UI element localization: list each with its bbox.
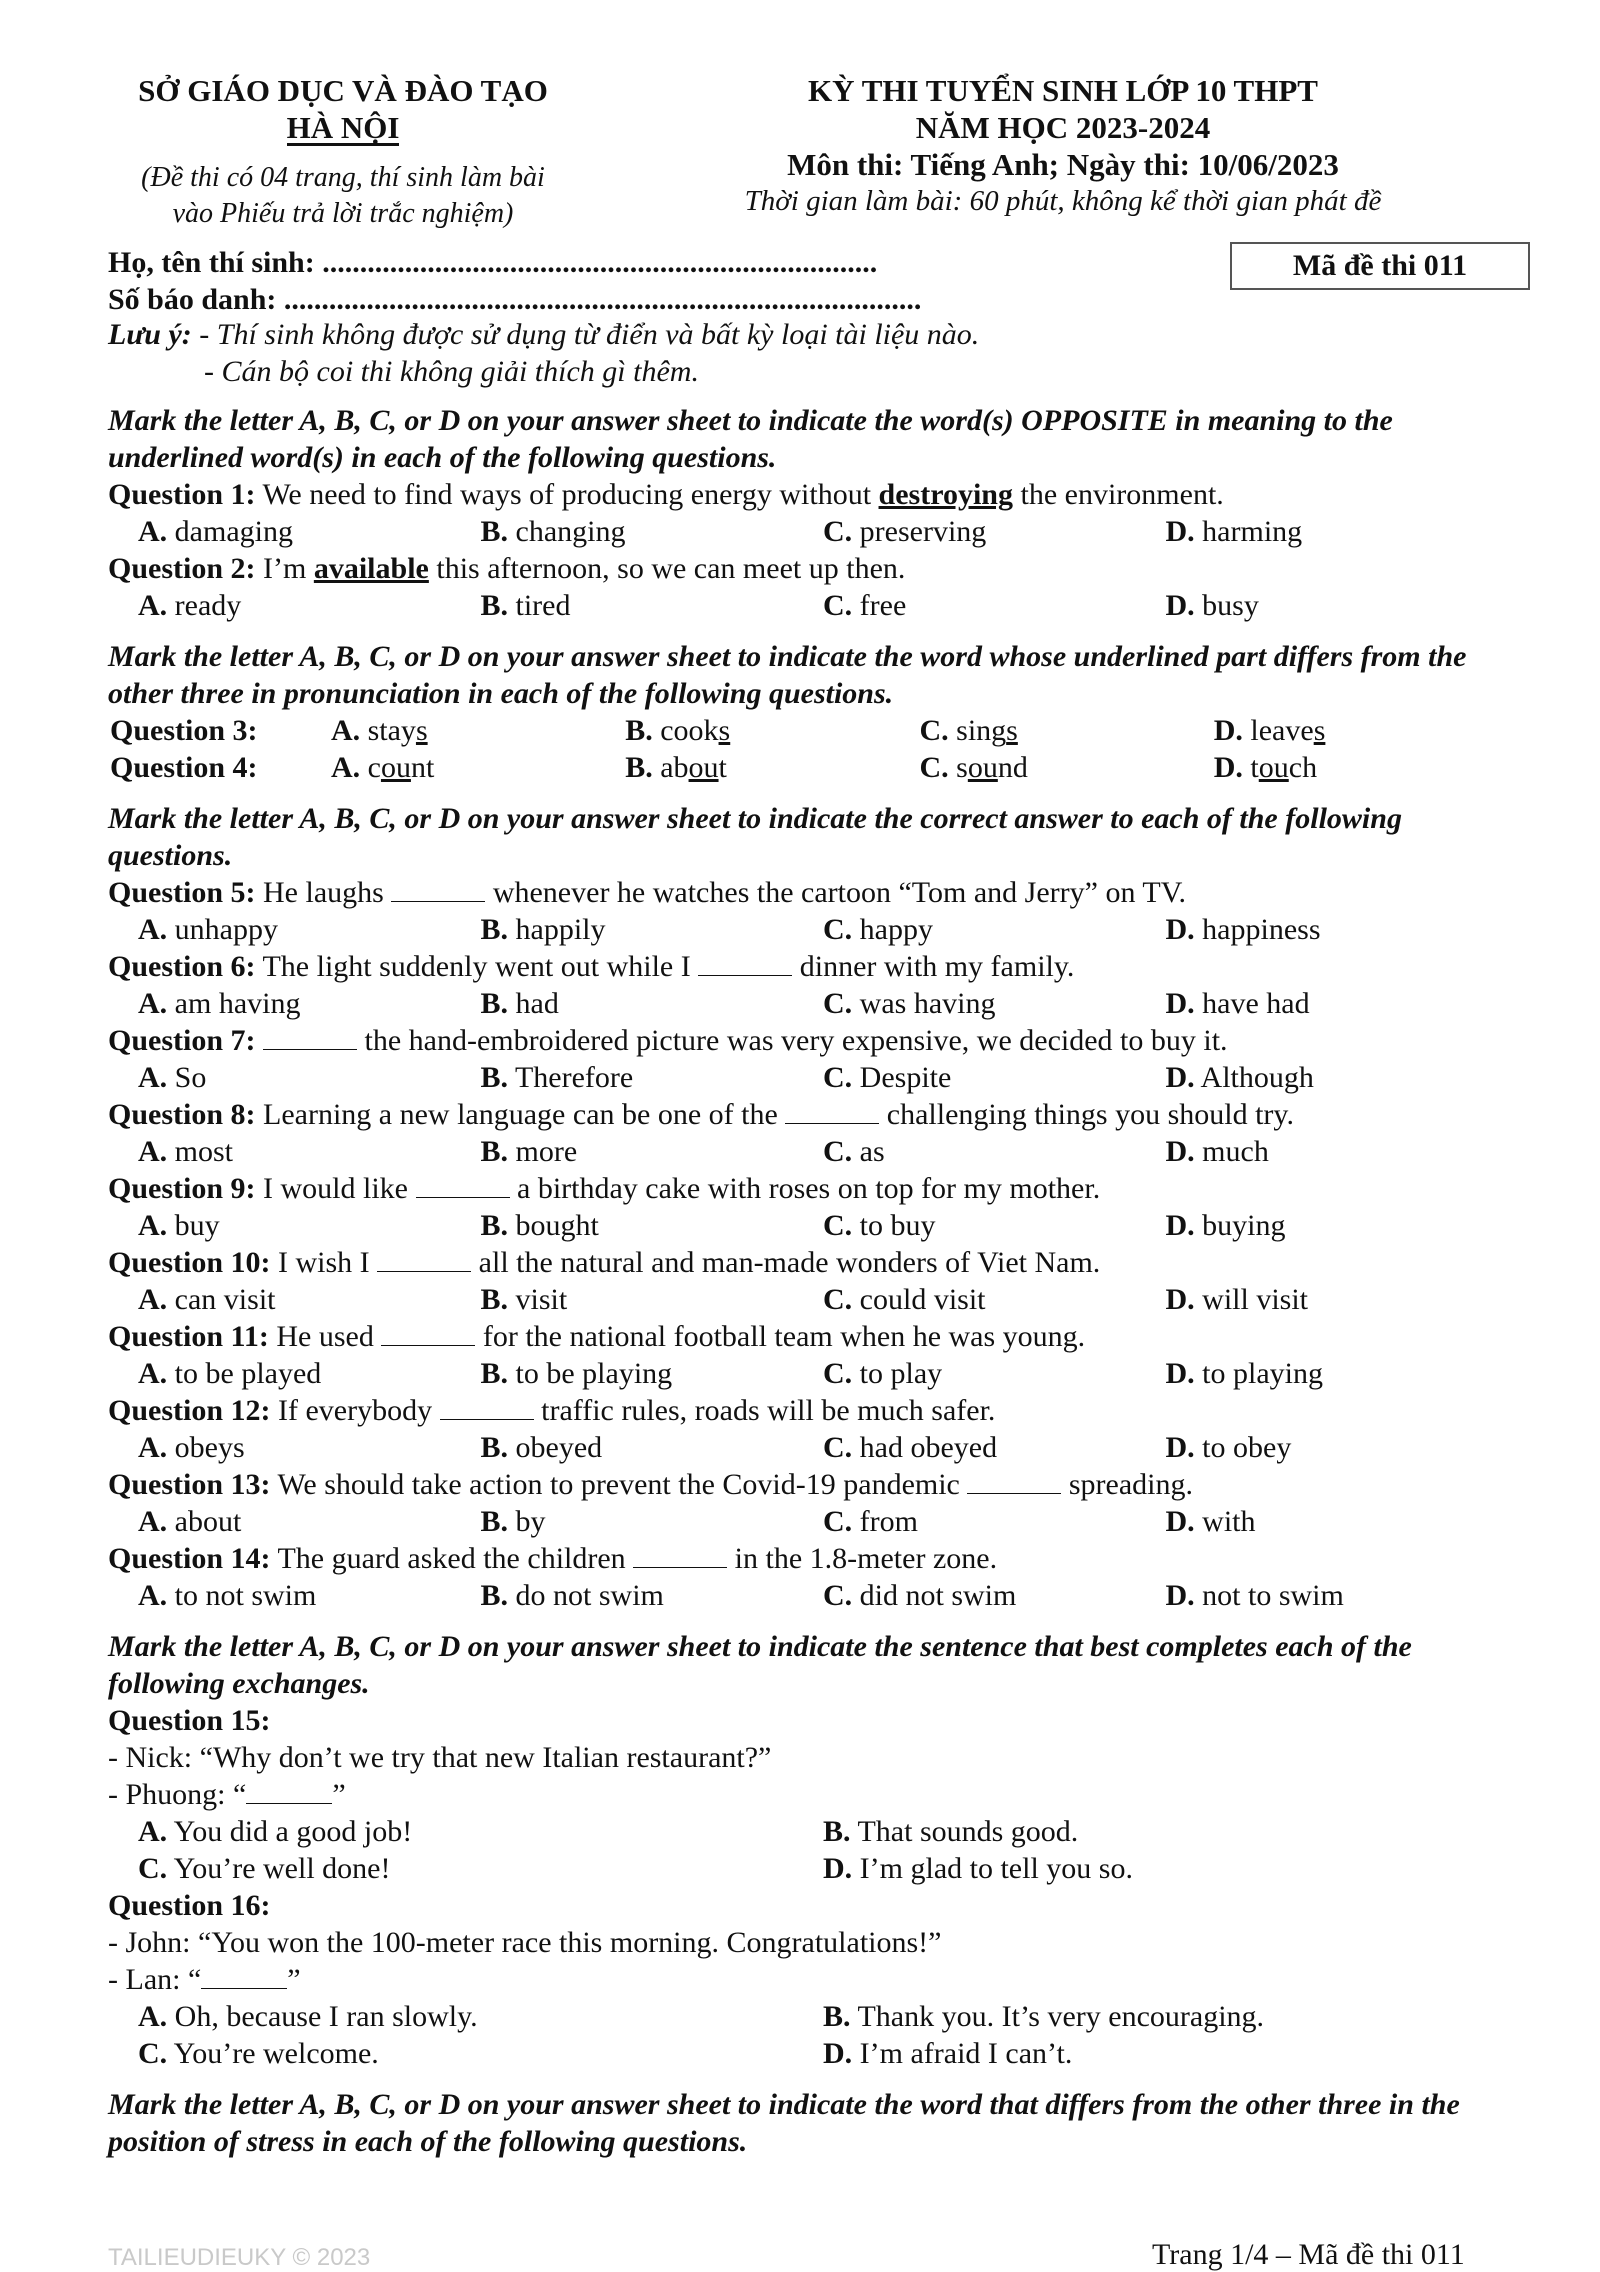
question-12-options — [108, 1429, 1508, 1466]
question-3 — [108, 712, 1508, 749]
question-4 — [108, 749, 1508, 786]
question-5 — [108, 874, 1508, 911]
option-c[interactable]: C. sound — [919, 751, 1028, 784]
option-d[interactable]: D. Although — [1165, 1061, 1314, 1094]
question-text: whenever he watches the cartoon “Tom and Jerry” on TV. — [485, 876, 1187, 909]
question-12 — [108, 1392, 1508, 1429]
question-16-options-row-1 — [108, 1998, 1508, 2035]
option-b[interactable]: B. happily — [480, 913, 606, 946]
answer-blank — [967, 1467, 1061, 1494]
answer-blank — [440, 1393, 534, 1420]
department-name: SỞ GIÁO DỤC VÀ ĐÀO TẠO — [138, 73, 548, 108]
question-2 — [108, 550, 1508, 587]
department-block — [108, 72, 578, 232]
option-d[interactable]: D. touch — [1213, 751, 1318, 784]
option-c[interactable]: C. preserving — [823, 515, 987, 548]
option-d[interactable]: D. to playing — [1165, 1357, 1323, 1390]
question-text: for the national football team when he was young. — [475, 1320, 1086, 1353]
question-label: Question 12: — [108, 1394, 271, 1427]
question-15-line-1: - Nick: “Why don’t we try that new Italian restaurant?” — [108, 1741, 772, 1774]
question-9-options — [108, 1207, 1508, 1244]
option-d[interactable]: D. not to swim — [1165, 1579, 1344, 1612]
question-text: We should take action to prevent the Covid-19 pandemic — [270, 1468, 968, 1501]
option-b[interactable]: B. cooks — [625, 714, 731, 747]
question-16-options-row-2 — [108, 2035, 1508, 2072]
option-d[interactable]: D. I’m afraid I can’t. — [823, 2037, 1073, 2070]
option-c[interactable]: C. You’re well done! — [138, 1852, 391, 1885]
question-text: the hand-embroidered picture was very expensive, we decided to buy it. — [357, 1024, 1228, 1057]
option-a[interactable]: A. So — [138, 1061, 207, 1094]
question-15-options-row-2 — [108, 1850, 1508, 1887]
option-b[interactable]: B. by — [480, 1505, 546, 1538]
question-1 — [108, 476, 1508, 513]
option-a[interactable]: A. unhappy — [138, 913, 278, 946]
option-d[interactable]: D. much — [1165, 1135, 1269, 1168]
option-b[interactable]: B. more — [480, 1135, 578, 1168]
question-11-options — [108, 1355, 1508, 1392]
question-2-options — [108, 587, 1508, 624]
question-label: Question 7: — [108, 1024, 256, 1057]
subject-line: Môn thi: Tiếng Anh; Ngày thi: 10/06/2023 — [787, 147, 1339, 182]
option-a[interactable]: A. most — [138, 1135, 234, 1168]
option-b[interactable]: B. to be playing — [480, 1357, 673, 1390]
question-text: He used — [268, 1320, 382, 1353]
option-c[interactable]: C. had obeyed — [823, 1431, 998, 1464]
exam-header — [108, 72, 1508, 388]
question-text: in the 1.8-meter zone. — [727, 1542, 998, 1575]
question-6 — [108, 948, 1508, 985]
question-text: a birthday cake with roses on top for my mother. — [509, 1172, 1101, 1205]
underlined-word: available — [313, 552, 429, 585]
option-a[interactable]: A. am having — [138, 987, 301, 1020]
candidate-id-field[interactable]: Số báo danh: ..................................................................................... — [108, 283, 922, 316]
option-a[interactable]: A. obeys — [138, 1431, 245, 1464]
answer-blank — [381, 1319, 475, 1346]
option-b[interactable]: B. changing — [480, 515, 626, 548]
option-b[interactable]: B. That sounds good. — [823, 1815, 1079, 1848]
question-1-options — [108, 513, 1508, 550]
answer-blank — [633, 1541, 727, 1568]
question-text: challenging things you should try. — [879, 1098, 1294, 1131]
option-c[interactable]: C. did not swim — [823, 1579, 1017, 1612]
question-text: traffic rules, roads will be much safer. — [533, 1394, 996, 1427]
question-label: Question 8: — [108, 1098, 256, 1131]
note-1: - Thí sinh không được sử dụng từ điển và bất kỳ loại tài liệu nào. — [191, 318, 980, 351]
question-text: the environment. — [1013, 478, 1224, 511]
option-d[interactable]: D. buying — [1165, 1209, 1286, 1242]
option-c[interactable]: C. to buy — [823, 1209, 936, 1242]
question-text — [256, 1024, 264, 1057]
option-a[interactable]: A. count — [330, 751, 435, 784]
option-a[interactable]: A. to not swim — [138, 1579, 317, 1612]
city-name: HÀ NỘI — [286, 110, 400, 145]
question-text: The guard asked the children — [270, 1542, 634, 1575]
option-d[interactable]: D. happiness — [1165, 913, 1321, 946]
question-label: Question 5: — [108, 876, 256, 909]
section-3-instruction: Mark the letter A, B, C, or D on your answer sheet to indicate the correct answer to each of the following questions. — [108, 802, 1402, 872]
option-d[interactable]: D. to obey — [1165, 1431, 1292, 1464]
option-d[interactable]: D. with — [1165, 1505, 1256, 1538]
question-16-line-2: - Lan: “ ” — [108, 1963, 301, 1996]
candidate-fields — [108, 244, 1008, 318]
question-13-options — [108, 1503, 1508, 1540]
watermark: TAILIEUDIEUKY © 2023 — [108, 2244, 371, 2271]
option-a[interactable]: A. buy — [138, 1209, 220, 1242]
option-c[interactable]: C. could visit — [823, 1283, 986, 1316]
question-text: all the natural and man-made wonders of Viet Nam. — [471, 1246, 1101, 1279]
pages-note-1: (Đề thi có 04 trang, thí sinh làm bài — [141, 162, 545, 193]
note-2: - Cán bộ coi thi không giải thích gì thêm. — [204, 355, 699, 388]
section-2-instruction: Mark the letter A, B, C, or D on your answer sheet to indicate the word whose underlined part differs from the other three in pronunciation in each of the following questions. — [108, 640, 1467, 710]
question-text: We need to find ways of producing energy without — [255, 478, 879, 511]
option-b[interactable]: B. bought — [480, 1209, 599, 1242]
option-c[interactable]: C. was having — [823, 987, 996, 1020]
option-c[interactable]: C. to play — [823, 1357, 943, 1390]
option-d[interactable]: D. will visit — [1165, 1283, 1309, 1316]
time-line: Thời gian làm bài: 60 phút, không kể thời gian phát đề — [744, 185, 1382, 217]
question-8-options — [108, 1133, 1508, 1170]
answer-blank — [263, 1023, 357, 1050]
option-d[interactable]: D. busy — [1165, 589, 1259, 622]
option-c[interactable]: C. You’re welcome. — [138, 2037, 379, 2070]
option-a[interactable]: A. stays — [330, 714, 428, 747]
exam-code-box: Mã đề thi 011 — [1230, 242, 1530, 290]
answer-blank — [416, 1171, 510, 1198]
option-d[interactable]: D. leaves — [1213, 714, 1326, 747]
option-a[interactable]: A. can visit — [138, 1283, 276, 1316]
question-label: Question 13: — [108, 1468, 271, 1501]
question-label: Question 14: — [108, 1542, 271, 1575]
option-b[interactable]: B. obeyed — [480, 1431, 603, 1464]
question-14 — [108, 1540, 1508, 1577]
option-d[interactable]: D. I’m glad to tell you so. — [823, 1852, 1133, 1885]
question-15-label: Question 15: — [108, 1704, 271, 1737]
question-text: If everybody — [270, 1394, 440, 1427]
question-16-line-1: - John: “You won the 100-meter race this morning. Congratulations!” — [108, 1926, 942, 1959]
option-d[interactable]: D. harming — [1165, 515, 1303, 548]
candidate-name-field[interactable]: Họ, tên thí sinh: .......................................................................... — [108, 246, 878, 279]
option-a[interactable]: A. about — [138, 1505, 242, 1538]
question-label: Question 2: — [108, 552, 256, 585]
question-label: Question 3: — [110, 714, 258, 747]
option-b[interactable]: B. do not swim — [480, 1579, 664, 1612]
section-3-questions — [108, 874, 1508, 1614]
exam-content — [108, 402, 1508, 2160]
question-6-options — [108, 985, 1508, 1022]
option-c[interactable]: C. sings — [919, 714, 1018, 747]
section-5-instruction: Mark the letter A, B, C, or D on your answer sheet to indicate the word that differs from the other three in the position of stress in each of the following questions. — [108, 2088, 1460, 2158]
option-c[interactable]: C. Despite — [823, 1061, 952, 1094]
question-text: I would like — [255, 1172, 416, 1205]
answer-blank — [377, 1245, 471, 1272]
exam-info-block — [678, 72, 1448, 219]
question-15-line-2: - Phuong: “ ” — [108, 1778, 346, 1811]
answer-blank — [391, 875, 485, 902]
underlined-word: destroying — [878, 478, 1013, 511]
option-c[interactable]: C. from — [823, 1505, 918, 1538]
option-a[interactable]: A. ready — [138, 589, 242, 622]
question-14-options — [108, 1577, 1508, 1614]
option-b[interactable]: B. visit — [480, 1283, 568, 1316]
option-c[interactable]: C. as — [823, 1135, 885, 1168]
page-footer: Trang 1/4 – Mã đề thi 011 — [1152, 2238, 1465, 2271]
question-10 — [108, 1244, 1508, 1281]
option-a[interactable]: A. damaging — [138, 515, 293, 548]
option-b[interactable]: B. about — [625, 751, 727, 784]
question-text: spreading. — [1061, 1468, 1194, 1501]
question-10-options — [108, 1281, 1508, 1318]
option-b[interactable]: B. tired — [480, 589, 571, 622]
question-15-options-row-1 — [108, 1813, 1508, 1850]
exam-title: KỲ THI TUYỂN SINH LỚP 10 THPT — [808, 73, 1318, 108]
exam-page — [108, 72, 1508, 2158]
option-b[interactable]: B. Therefore — [480, 1061, 634, 1094]
question-label: Question 6: — [108, 950, 256, 983]
question-label: Question 10: — [108, 1246, 271, 1279]
question-text: I wish I — [270, 1246, 378, 1279]
question-13 — [108, 1466, 1508, 1503]
option-b[interactable]: B. Thank you. It’s very encouraging. — [823, 2000, 1265, 2033]
question-label: Question 4: — [110, 751, 258, 784]
question-label: Question 11: — [108, 1320, 269, 1353]
note-label: Lưu ý: — [108, 318, 192, 351]
question-text: this afternoon, so we can meet up then. — [428, 552, 906, 585]
question-7 — [108, 1022, 1508, 1059]
notes — [108, 316, 1408, 390]
question-label: Question 9: — [108, 1172, 256, 1205]
question-text: Learning a new language can be one of the — [255, 1098, 786, 1131]
section-1-instruction: Mark the letter A, B, C, or D on your answer sheet to indicate the word(s) OPPOSITE in meaning to the underlined word(s) in each of the following questions. — [108, 404, 1393, 474]
question-label: Question 1: — [108, 478, 256, 511]
option-c[interactable]: C. happy — [823, 913, 933, 946]
option-b[interactable]: B. had — [480, 987, 559, 1020]
question-16-label: Question 16: — [108, 1889, 271, 1922]
option-c[interactable]: C. free — [823, 589, 907, 622]
option-a[interactable]: A. Oh, because I ran slowly. — [138, 2000, 478, 2033]
question-text: He laughs — [255, 876, 392, 909]
question-7-options — [108, 1059, 1508, 1096]
option-d[interactable]: D. have had — [1165, 987, 1310, 1020]
question-text: dinner with my family. — [792, 950, 1075, 983]
option-a[interactable]: A. You did a good job! — [138, 1815, 413, 1848]
section-4-instruction: Mark the letter A, B, C, or D on your answer sheet to indicate the sentence that best completes each of the following exchanges. — [108, 1630, 1412, 1700]
school-year: NĂM HỌC 2023-2024 — [915, 110, 1211, 145]
question-11 — [108, 1318, 1508, 1355]
question-text: I’m — [255, 552, 314, 585]
pages-note-2: vào Phiếu trả lời trắc nghiệm) — [172, 198, 514, 229]
question-5-options — [108, 911, 1508, 948]
question-8 — [108, 1096, 1508, 1133]
question-9 — [108, 1170, 1508, 1207]
question-text: The light suddenly went out while I — [255, 950, 699, 983]
answer-blank — [785, 1097, 879, 1124]
answer-blank — [698, 949, 792, 976]
option-a[interactable]: A. to be played — [138, 1357, 322, 1390]
